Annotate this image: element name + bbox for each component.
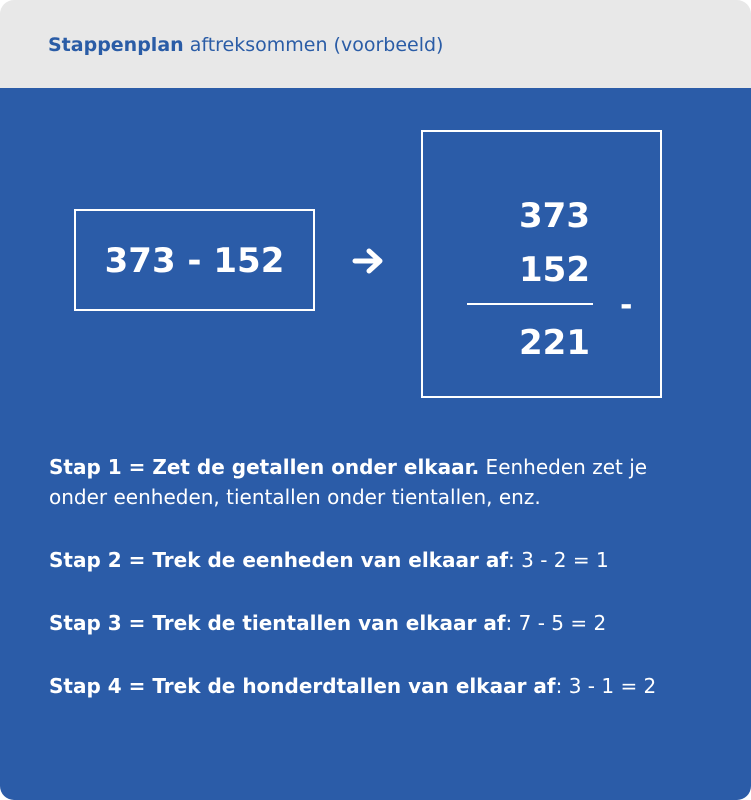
step-4-bold: Stap 4 = Trek de honderdtallen van elkaar af: [49, 674, 556, 698]
step-2-bold: Stap 2 = Trek de eenheden van elkaar af: [49, 548, 509, 572]
card-header: [0, 0, 751, 88]
title-rest: aftreksommen (voorbeeld): [183, 34, 444, 56]
step-2: [49, 545, 609, 575]
minuend: 373: [519, 196, 590, 236]
step-1-text: Eenheden zet je onder eenheden, tientallen onder tientallen, enz.: [49, 455, 648, 509]
step-3-bold: Stap 3 = Trek de tientallen van elkaar af: [49, 611, 506, 635]
step-1-bold: Stap 1 = Zet de getallen onder elkaar.: [49, 455, 480, 479]
step-4: [49, 671, 656, 701]
step-1: [49, 452, 709, 512]
expression-text: 373 - 152: [104, 241, 285, 281]
result: 221: [519, 323, 590, 363]
page-title: [48, 34, 443, 56]
step-3-text: : 7 - 5 = 2: [505, 611, 607, 635]
sum-line: [467, 303, 593, 305]
step-3: [49, 608, 606, 638]
minus-sign: -: [620, 288, 633, 323]
subtrahend: 152: [519, 250, 590, 290]
title-bold: Stappenplan: [48, 34, 184, 56]
step-2-text: : 3 - 2 = 1: [508, 548, 609, 572]
right-arrow-icon: [352, 246, 386, 276]
step-4-text: : 3 - 1 = 2: [555, 674, 657, 698]
expression-box: [74, 209, 315, 311]
